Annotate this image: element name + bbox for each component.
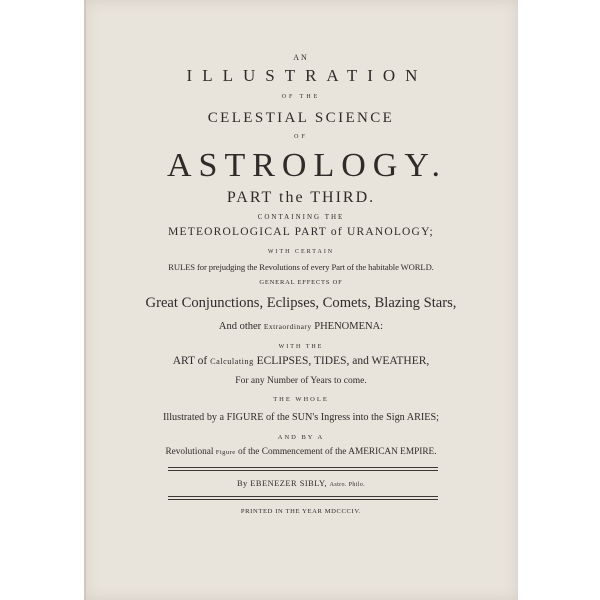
line-celestial-science: CELESTIAL SCIENCE [207, 110, 395, 126]
line-illustrated: Illustrated by a FIGURE of the SUN's Ingress into the Sign ARIES; [162, 412, 440, 423]
line-illustration: ILLUSTRATION [186, 66, 428, 85]
line-art [84, 356, 518, 368]
line-part-third: PART the THIRD. [226, 189, 376, 206]
line-with-certain: WITH CERTAIN [267, 249, 335, 255]
line-meteorological: METEOROLOGICAL PART of URANOLOGY; [168, 226, 434, 238]
art-smallcaps: Calculating [210, 357, 254, 366]
line-for-any: For any Number of Years to come. [235, 376, 367, 386]
line-astrology: ASTROLOGY. [166, 147, 447, 184]
revolutional-american-empire: of the Commencement of the AMERICAN EMPIRE. [235, 447, 437, 457]
and-other-smallcaps: Extraordinary [263, 322, 312, 331]
line-and-other [84, 322, 518, 333]
rule-bottom-1 [168, 496, 438, 497]
rule-top-2 [168, 470, 438, 471]
line-general-effects: GENERAL EFFECTS OF [259, 279, 343, 286]
art-eclipses: ECLIPSES, TIDES, and WEATHER, [253, 355, 430, 367]
and-other-phenomena: PHENOMENA: [311, 321, 384, 332]
author-name: By EBENEZER SIBLY, [236, 479, 330, 488]
line-printed: PRINTED IN THE YEAR MDCCCIV. [240, 508, 362, 515]
line-rules: RULES for prejudging the Revolutions of every Part of the habitable WORLD. [168, 262, 434, 272]
line-conjunctions: Great Conjunctions, Eclipses, Comets, Blazing Stars, [145, 295, 457, 311]
line-revolutional [84, 448, 518, 457]
line-of-the: OF THE [281, 94, 321, 100]
line-with-the: WITH THE [278, 344, 324, 350]
and-other-text: And other [218, 321, 264, 332]
line-an: AN [293, 53, 309, 62]
revolutional-text: Revolutional [165, 447, 216, 457]
art-text: ART of [172, 355, 211, 367]
line-and-by-a: AND BY A [277, 434, 325, 441]
rule-top-1 [168, 467, 438, 468]
line-of: OF [294, 134, 308, 140]
line-the-whole: THE WHOLE [273, 396, 329, 403]
rule-bottom-2 [168, 499, 438, 500]
author-title: Astro. Philo. [329, 482, 366, 488]
line-containing-the: CONTAINING THE [257, 213, 345, 221]
revolutional-smallcaps: Figure [215, 449, 236, 456]
line-author [84, 480, 518, 488]
